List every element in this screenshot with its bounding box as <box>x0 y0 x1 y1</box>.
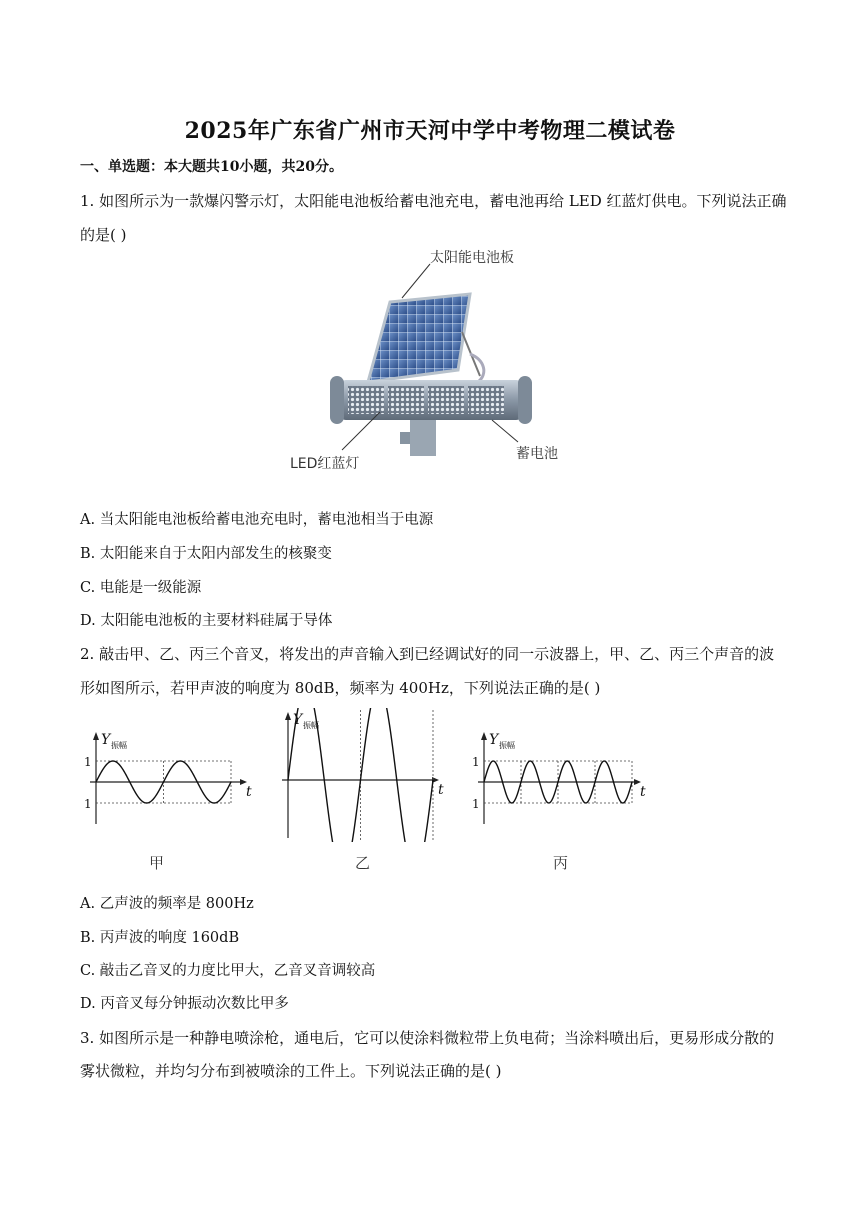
y-axis-label: Y <box>293 712 303 728</box>
amplitude-top-label: 1 <box>472 755 480 769</box>
q2-stem-line1: 2. 敲击甲、乙、丙三个音叉，将发出的声音输入到已经调试好的同一示波器上，甲、乙、丙三个声音的波 <box>80 645 775 663</box>
x-axis-label: t <box>438 782 444 798</box>
amplitude-bottom-label: 1 <box>84 797 92 811</box>
section-heading: 一、单选题：本大题共10小题，共20分。 <box>80 159 343 175</box>
q1-option-a[interactable]: A. 当太阳能电池板给蓄电池充电时，蓄电池相当于电源 <box>80 512 434 528</box>
led-light-bar <box>330 376 532 424</box>
y-axis-label: Y <box>101 732 111 748</box>
page-title: 2025年广东省广州市天河中学中考物理二模试卷 <box>184 118 676 144</box>
caption-yi: 乙 <box>355 854 371 872</box>
label-solar-panel: 太阳能电池板 <box>430 250 514 266</box>
waveform-yi <box>268 708 458 842</box>
q1-stem-line2: 的是( ) <box>80 226 127 244</box>
amplitude-top-label: 1 <box>84 755 92 769</box>
x-axis-label: t <box>246 784 252 800</box>
q2-option-d[interactable]: D. 丙音叉每分钟振动次数比甲多 <box>80 996 289 1012</box>
x-axis-label: t <box>640 784 646 800</box>
q2-option-a[interactable]: A. 乙声波的频率是 800Hz <box>80 896 254 912</box>
q2-option-b[interactable]: B. 丙声波的响度 160dB <box>80 930 240 946</box>
caption-jia: 甲 <box>149 854 165 872</box>
solar-panel <box>368 294 480 382</box>
amplitude-bottom-label: 1 <box>472 797 480 811</box>
y-axis-arrow <box>285 712 291 720</box>
q1-option-c[interactable]: C. 电能是一级能源 <box>80 580 202 596</box>
q2-option-c[interactable]: C. 敲击乙音叉的力度比甲大，乙音叉音调较高 <box>80 963 376 979</box>
q1-stem-line1: 1. 如图所示为一款爆闪警示灯，太阳能电池板给蓄电池充电，蓄电池再给 LED 红蓝灯供电。下列说法正确 <box>80 192 787 210</box>
y-axis-sublabel: 振幅 <box>111 741 127 750</box>
q1-option-b[interactable]: B. 太阳能来自于太阳内部发生的核聚变 <box>80 546 332 562</box>
y-axis-arrow <box>481 732 487 740</box>
q3-stem-line2: 雾状微粒，并均匀分布到被喷涂的工件上。下列说法正确的是( ) <box>80 1062 502 1080</box>
y-axis-sublabel: 振幅 <box>303 721 319 730</box>
waveform-bing <box>464 728 660 828</box>
q2-stem-line2: 形如图所示，若甲声波的响度为 80dB，频率为 400Hz，下列说法正确的是( ) <box>80 679 601 697</box>
waveform-jia <box>76 728 266 828</box>
q3-stem-line1: 3. 如图所示是一种静电喷涂枪，通电后，它可以使涂料微粒带上负电荷；当涂料喷出后，更易形成分散的 <box>80 1029 775 1047</box>
warning-light-figure <box>290 242 580 482</box>
y-axis-sublabel: 振幅 <box>499 741 515 750</box>
label-led-light: LED红蓝灯 <box>290 456 360 472</box>
y-axis-arrow <box>93 732 99 740</box>
label-battery: 蓄电池 <box>516 446 558 462</box>
q1-option-d[interactable]: D. 太阳能电池板的主要材料硅属于导体 <box>80 613 333 629</box>
caption-bing: 丙 <box>553 854 569 872</box>
y-axis-label: Y <box>489 732 499 748</box>
